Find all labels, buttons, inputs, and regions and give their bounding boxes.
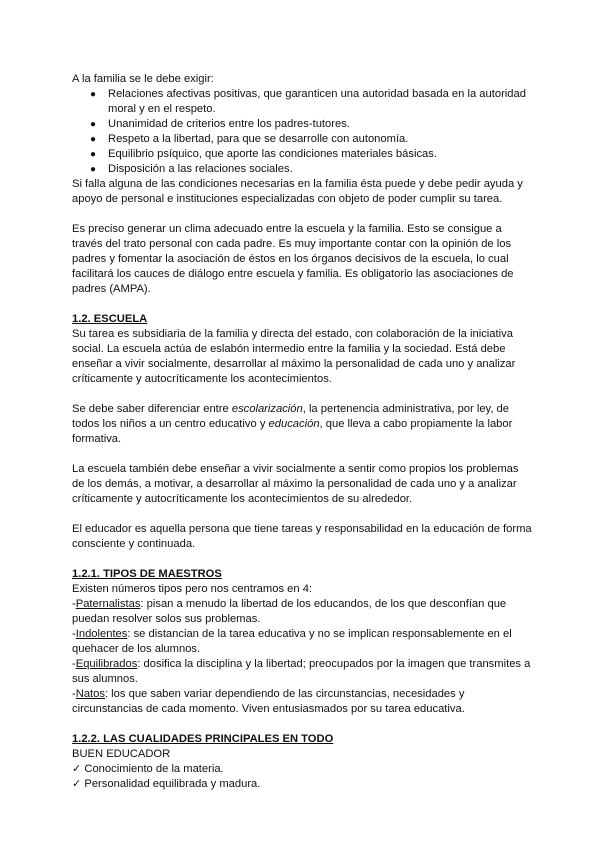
tipo-natos: -Natos: los que saben variar dependiendo de las circunstancias, necesidades y circunstancias de cada momento. Viven entusiasmados por su tarea educativa. (72, 688, 465, 715)
list-item: ● Disposición a las relaciones sociales. (90, 163, 293, 175)
bullet-icon: ● (90, 164, 97, 175)
paragraph-tarea: Su tarea es subsidiaria de la familia y directa del estado, con colaboración de la iniciativa social. La escuela actúa de eslabón intermedio entre la familia y la sociedad. Está debe enseñar a vivir socialmente, desarrollar al máximo la personalidad de cada uno y analizar críticamente y autocríticamente los acontecimientos. (72, 328, 516, 385)
bullet-icon: ● (90, 149, 97, 160)
tipo-equilibrados: -Equilibrados: dosifica la disciplina y la libertad; preocupados por la imagen que transmites a sus alumnos. (72, 658, 531, 685)
paragraph-clima: Es preciso generar un clima adecuado entre la escuela y la familia. Esto se consigue a través del trato personal con cada padre. Es muy importante contar con la opinión de los padres y fomentar la asociación de éstos en los órganos decisivos de la escuela, lo cual facilitará los cauces de diálogo entre escuela y familia. Es obligatorio las asociaciones de padres (AMPA). (72, 223, 514, 295)
section-heading-escuela: 1.2. ESCUELA (72, 313, 148, 325)
paragraph-ensenar: La escuela también debe enseñar a vivir socialmente a sentir como propios los problemas de los demás, a motivar, a desarrollar al máximo la personalidad de cada uno y a analizar críticamente y autocríticamente los acontecimientos de su alrededor. (72, 463, 519, 505)
paragraph-educador: El educador es aquella persona que tiene tareas y responsabilidad en la educación de forma consciente y continuada. (72, 523, 532, 550)
list-item: ✓ Personalidad equilibrada y madura. (72, 778, 261, 790)
paragraph-fallo: Si falla alguna de las condiciones necesarias en la familia ésta puede y debe pedir ayuda y apoyo de personal e instituciones especializadas con objeto de poder cumplir su tarea. (72, 178, 523, 205)
intro-line: A la familia se le debe exigir: (72, 73, 214, 85)
list-item: ● Unanimidad de criterios entre los padres-tutores. (90, 118, 350, 130)
section-heading-tipos: 1.2.1. TIPOS DE MAESTROS (72, 568, 222, 580)
term-escolarizacion: escolarización (231, 403, 303, 415)
requirements-list (72, 87, 532, 177)
bullet-icon: ● (90, 119, 97, 130)
list-item: ● Respeto a la libertad, para que se desarrolle con autonomía. (90, 133, 409, 145)
bullet-icon: ● (90, 89, 97, 100)
paragraph-diferenciar: Se debe saber diferenciar entre escolarización, la pertenencia administrativa, por ley, de todos los niños a un centro educativo y educación, que lleva a cabo propiamente la labor formativa. (72, 403, 513, 445)
check-icon: ✓ (72, 778, 82, 790)
bullet-icon: ● (90, 134, 97, 145)
tipo-paternalistas: -Paternalistas: pisan a menudo la libertad de los educandos, de los que desconfían que puedan resolver solos sus problemas. (72, 598, 507, 625)
tipo-indolentes: -Indolentes: se distancian de la tarea educativa y no se implican responsablemente en el quehacer de los alumnos. (72, 628, 512, 655)
list-item: ● Equilibrio psíquico, que aporte las condiciones materiales básicas. (90, 148, 437, 160)
document-page (72, 72, 532, 792)
section-heading-cualidades: 1.2.2. LAS CUALIDADES PRINCIPALES EN TODO (72, 733, 334, 745)
list-item: ✓ Conocimiento de la materia. (72, 763, 224, 775)
cualidades-subheading: BUEN EDUCADOR (72, 748, 171, 760)
term-educacion: educación (268, 418, 320, 430)
tipos-intro: Existen números tipos pero nos centramos en 4: (72, 583, 313, 595)
list-item: ● Relaciones afectivas positivas, que garanticen una autoridad basada en la autoridad moral y en el respeto. (90, 88, 526, 115)
check-icon: ✓ (72, 763, 82, 775)
